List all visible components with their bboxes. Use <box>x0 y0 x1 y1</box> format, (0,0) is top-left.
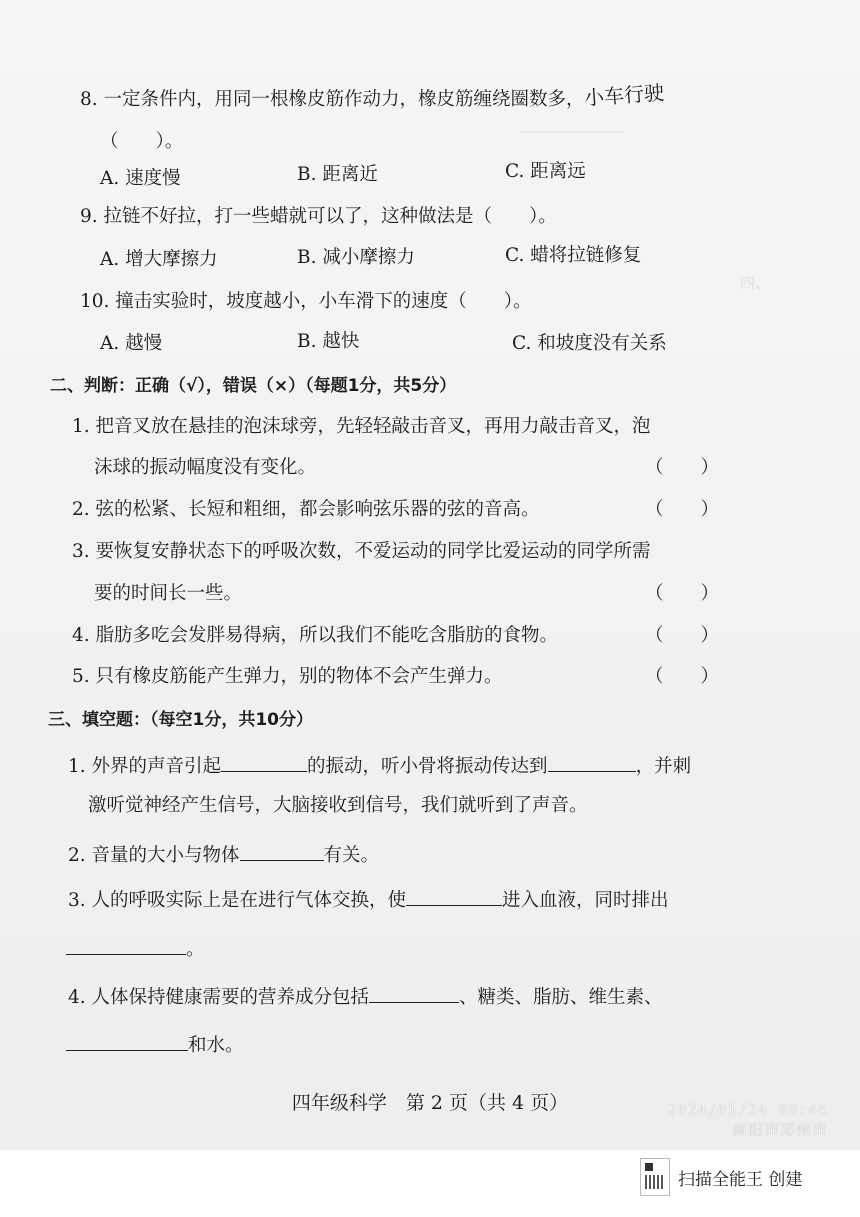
fill-3-blank-a[interactable] <box>406 885 502 906</box>
section3-heading: 三、填空题：（每空1分，共10分） <box>48 710 313 730</box>
judge-1-line1: 1. 把音叉放在悬挂的泡沫球旁，先轻轻敲击音叉，再用力敲击音叉，泡 <box>72 416 651 437</box>
photo-timestamp-stamp <box>668 1100 829 1140</box>
q10-option-a: A. 越慢 <box>100 333 163 354</box>
judge-3-paren: （ ） <box>645 583 720 604</box>
judge-1-line2: 沫球的振动幅度没有变化。 <box>94 457 317 478</box>
judge-5-paren: （ ） <box>645 666 720 687</box>
scanner-watermark <box>640 1158 802 1196</box>
fill-1-line1: 1. 外界的声音引起 的振动，听小骨将振动传达到 ，并刺 <box>68 751 691 779</box>
camscanner-logo-icon <box>640 1158 670 1196</box>
section2-heading: 二、判断：正确（√），错误（×）（每题1分，共5分） <box>50 376 457 396</box>
judge-4-paren: （ ） <box>645 625 720 646</box>
fill-1-blank-a[interactable] <box>221 751 307 772</box>
fill-3-line1: 3. 人的呼吸实际上是在进行气体交换，使 进入血液，同时排出 <box>68 885 669 913</box>
judge-1-paren: （ ） <box>645 457 720 478</box>
fill-1-blank-b[interactable] <box>548 751 636 772</box>
fill-4-blank-a[interactable] <box>369 982 459 1003</box>
fill-4-line2: 和水。 <box>66 1030 244 1058</box>
judge-2-line1: 2. 弦的松紧、长短和粗细，都会影响弦乐器的弦的音高。 <box>72 499 540 520</box>
bleed-through-mark: 四、 <box>740 274 771 292</box>
fill-4-blank-b[interactable] <box>66 1030 188 1051</box>
fill-2-blank[interactable] <box>240 840 324 861</box>
q8-option-b: B. 距离近 <box>297 164 378 185</box>
q10-option-b: B. 越快 <box>297 331 360 352</box>
fill-2: 2. 音量的大小与物体 有关。 <box>68 840 379 868</box>
q8-option-a: A. 速度慢 <box>100 168 181 189</box>
stamp-place: 南阳市邓州市 <box>731 1121 828 1139</box>
q8-stem-tail: 小车行驶 <box>582 80 665 110</box>
fill-4-line1: 4. 人体保持健康需要的营养成分包括 、糖类、脂肪、维生素、 <box>68 982 663 1010</box>
judge-3-line2: 要的时间长一些。 <box>94 583 243 604</box>
judge-4-line1: 4. 脂肪多吃会发胖易得病，所以我们不能吃含脂肪的食物。 <box>72 625 559 646</box>
q9-stem: 9. 拉链不好拉，打一些蜡就可以了，这种做法是（ ）。 <box>80 206 557 227</box>
q10-option-c: C. 和坡度没有关系 <box>512 333 667 354</box>
bleed-through-mark: ——————— <box>520 122 625 140</box>
page-footer: 四年级科学 第 2 页（共 4 页） <box>291 1092 569 1114</box>
judge-3-line1: 3. 要恢复安静状态下的呼吸次数，不爱运动的同学比爱运动的同学所需 <box>72 541 651 562</box>
q9-option-c: C. 蜡将拉链修复 <box>505 245 642 266</box>
fill-3-blank-b[interactable] <box>66 934 186 955</box>
q10-stem: 10. 撞击实验时，坡度越小，小车滑下的速度（ ）。 <box>80 291 532 312</box>
q8-answer-paren: （ ）。 <box>100 131 184 152</box>
q9-option-a: A. 增大摩擦力 <box>100 249 218 270</box>
stamp-datetime: 2024/01/24 08:46 <box>667 1101 828 1119</box>
q8-option-c: C. 距离远 <box>505 161 586 182</box>
watermark-text: 扫描全能王 创建 <box>678 1169 803 1190</box>
q8-stem: 8. 一定条件内，用同一根橡皮筋作动力，橡皮筋缠绕圈数多，小车行驶 <box>80 80 665 110</box>
judge-5-line1: 5. 只有橡皮筋能产生弹力，别的物体不会产生弹力。 <box>72 666 503 687</box>
judge-2-paren: （ ） <box>645 499 720 520</box>
fill-1-line2: 激听觉神经产生信号，大脑接收到信号，我们就听到了声音。 <box>88 795 588 816</box>
fill-3-line2: 。 <box>66 934 205 962</box>
q9-option-b: B. 减小摩擦力 <box>297 247 415 268</box>
